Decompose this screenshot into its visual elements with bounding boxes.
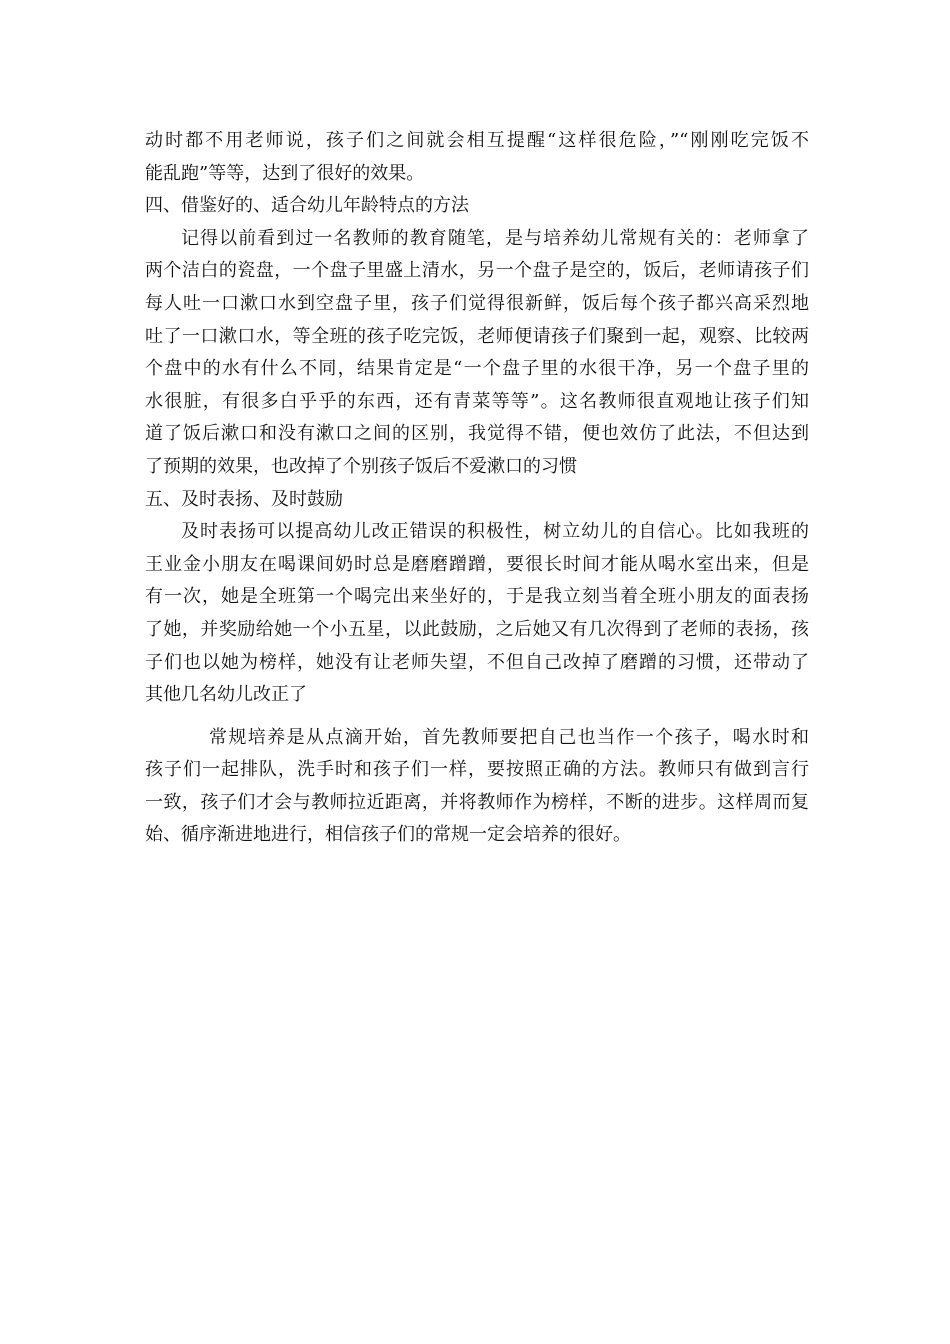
paragraph-line: 及时表扬可以提高幼儿改正错误的积极性，树立幼儿的自信心。比如我班的 xyxy=(181,521,809,543)
section-4-paragraph xyxy=(145,223,809,484)
paragraph-line: 两个洁白的瓷盘，一个盘子里盛上清水，另一个盘子是空的，饭后，老师请孩子们 xyxy=(145,260,809,282)
paragraph-line: 个盘中的水有什么不同，结果肯定是“一个盘子里的水很干净，另一个盘子里的 xyxy=(145,358,809,380)
paragraph-line: 了预期的效果，也改掉了个别孩子饭后不爱漱口的习惯 xyxy=(145,455,577,477)
paragraph-line: 道了饭后漱口和没有漱口之间的区别，我觉得不错，便也效仿了此法，不但达到 xyxy=(145,423,809,445)
paragraph-top xyxy=(145,125,809,190)
paragraph-line: 其他几名幼儿改正了 xyxy=(145,684,307,706)
paragraph-line: 记得以前看到过一名教师的教育随笔，是与培养幼儿常规有关的：老师拿了 xyxy=(181,227,809,249)
section-5-heading: 五、及时表扬、及时鼓励 xyxy=(145,488,343,510)
section-5-paragraph xyxy=(145,516,809,712)
paragraph-line: 始、循序渐进地进行，相信孩子们的常规一定会培养的很好。 xyxy=(145,824,631,846)
conclusion-paragraph xyxy=(145,722,809,852)
paragraph-line: 了她，并奖励给她一个小五星，以此鼓励，之后她又有几次得到了老师的表扬，孩 xyxy=(145,618,809,640)
document-page xyxy=(145,125,809,852)
paragraph-line: 水很脏，有很多白乎乎的东西，还有青菜等等”。这名教师很直观地让孩子们知 xyxy=(145,390,809,412)
paragraph-line: 吐了一口漱口水，等全班的孩子吃完饭，老师便请孩子们聚到一起，观察、比较两 xyxy=(145,325,809,347)
paragraph-line: 一致，孩子们才会与教师拉近距离，并将教师作为榜样，不断的进步。这样周而复 xyxy=(145,791,809,813)
paragraph-gap xyxy=(145,712,809,722)
paragraph-line: 有一次，她是全班第一个喝完出来坐好的，于是我立刻当着全班小朋友的面表扬 xyxy=(145,586,809,608)
paragraph-line: 常规培养是从点滴开始，首先教师要把自己也当作一个孩子，喝水时和 xyxy=(209,726,809,748)
paragraph-line: 能乱跑”等等，达到了很好的效果。 xyxy=(145,162,425,184)
paragraph-line: 王业金小朋友在喝课间奶时总是磨磨蹭蹭，要很长时间才能从喝水室出来，但是 xyxy=(145,553,809,575)
paragraph-line: 动时都不用老师说，孩子们之间就会相互提醒“这样很危险，”“刚刚吃完饭不 xyxy=(145,130,809,151)
paragraph-line: 每人吐一口漱口水到空盘子里，孩子们觉得很新鲜，饭后每个孩子都兴高采烈地 xyxy=(145,292,809,314)
paragraph-line: 孩子们一起排队，洗手时和孩子们一样，要按照正确的方法。教师只有做到言行 xyxy=(145,759,809,781)
section-4-heading: 四、借鉴好的、适合幼儿年龄特点的方法 xyxy=(145,195,469,217)
paragraph-line: 子们也以她为榜样，她没有让老师失望，不但自己改掉了磨蹭的习惯，还带动了 xyxy=(145,651,809,673)
